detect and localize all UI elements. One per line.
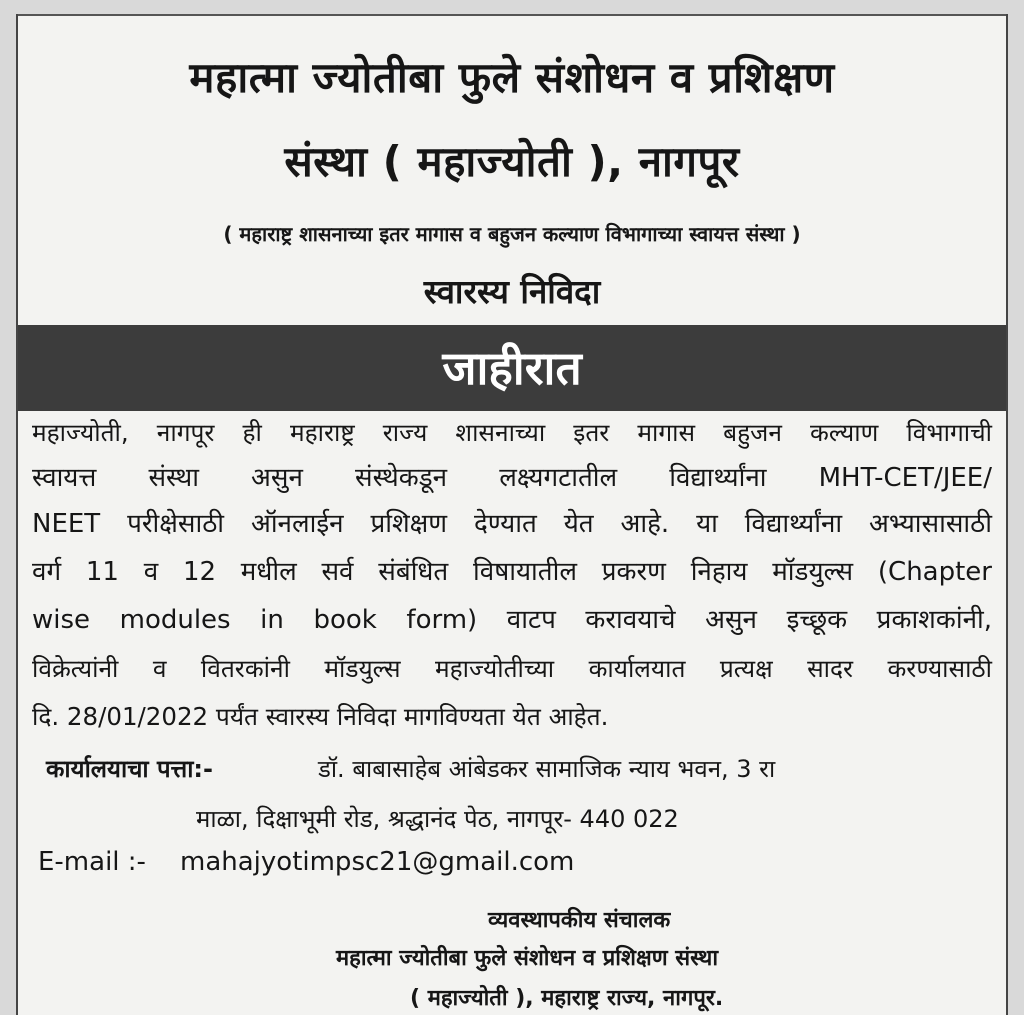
body-line: विक्रेत्यांनी व वितरकांनी मॉडयुल्स महाज्योतीच्या कार्यालयात प्रत्यक्ष सादर करण्यासाठी	[32, 654, 992, 683]
body-line: महाज्योती, नागपूर ही महाराष्ट्र राज्य शासनाच्या इतर मागास बहुजन कल्याण विभागाची	[32, 418, 992, 447]
top-border	[18, 14, 1006, 16]
tender-notice	[16, 14, 1008, 1015]
org-title-line-1: महात्मा ज्योतीबा फुले संशोधन व प्रशिक्षण	[189, 53, 835, 102]
body-line: वर्ग 11 व 12 मधील सर्व संबंधित विषायातील प्रकरण निहाय मॉडयुल्स (Chapter	[32, 557, 992, 587]
signatory-org-line-2: ( महाज्योती ), महाराष्ट्र राज्य, नागपूर.	[410, 986, 724, 1011]
signatory-designation: व्यवस्थापकीय संचालक	[488, 908, 671, 933]
org-subtitle: ( महाराष्ट्र शासनाच्या इतर मागास व बहुजन कल्याण विभागाच्या स्वायत्त संस्था )	[223, 222, 801, 246]
org-title-line-2: संस्था ( महाज्योती ), नागपूर	[284, 137, 740, 186]
body-line: NEET परीक्षेसाठी ऑनलाईन प्रशिक्षण देण्यात येत आहे. या विद्यार्थ्यांना अभ्यासासाठी	[32, 509, 992, 539]
signatory-org-line-1: महात्मा ज्योतीबा फुले संशोधन व प्रशिक्षण संस्था	[336, 946, 719, 971]
address-line-2: माळा, दिक्षाभूमी रोड, श्रद्धानंद पेठ, नागपूर- 440 022	[196, 805, 679, 833]
body-line: दि. 28/01/2022 पर्यंत स्वारस्य निविदा मागविण्यता येत आहेत.	[32, 702, 609, 731]
address-line-1: डॉ. बाबासाहेब आंबेडकर सामाजिक न्याय भवन, 3 रा	[318, 755, 776, 783]
address-label: कार्यालयाचा पत्ता:-	[46, 755, 213, 783]
email-address[interactable]: mahajyotimpsc21@gmail.com	[180, 847, 575, 877]
body-line: wise modules in book form) वाटप करावयाचे असुन इच्छूक प्रकाशकांनी,	[32, 605, 992, 635]
notice-type-heading: स्वारस्य निविदा	[423, 272, 601, 311]
body-line: स्वायत्त संस्था असुन संस्थेकडून लक्ष्यगटातील विद्यार्थ्यांना MHT-CET/JEE/	[32, 463, 992, 493]
advertisement-banner: जाहीरात	[18, 325, 1006, 411]
email-label: E-mail :-	[38, 847, 146, 877]
